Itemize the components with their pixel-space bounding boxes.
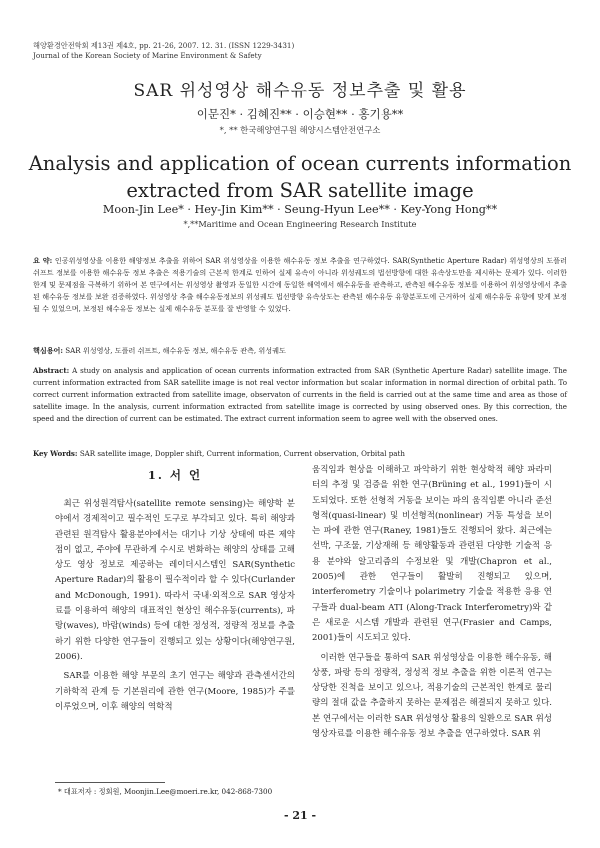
section-title: 1. 서 언 (147, 468, 203, 482)
english-keywords (33, 448, 567, 460)
right-paragraph: 움직임과 현상을 이해하고 파악하기 위한 현상학적 해양 파라미터의 추정 및 검증을 위한 연구(Brüning et al., 1991)들이 시도되었다. 또한 선형적 거동을 보이는 파의 움직임뿐 아니라 준선형적(quasi-linear) 및 비선형적(nonlinear) 거동 특성을 보이는 파에 관한 연구(Raney, 1981)들도 진행되어 왔다. 최근에는 선박, 구조물, 기상재해 등 해양활동과 관련된 다양한 기술적 응용 분야와 알고리즘의 수정보완 및 개발(Chapron et al., 2005)에 관한 연구들이 활발히 진행되고 있으며, interferometry 기술이나 polarimetry 기술을 적용한 응용 연구들과 dual-beam ATI (Along-Track Interferometry)와 같은 새로운 시스템 개발과 관련된 연구(Frasier and Camps, 2001)들이 시도되고 있다. (312, 465, 552, 644)
right-paragraph: 이러한 연구들을 통하여 SAR 위성영상을 이용한 해수유동, 해상풍, 파랑 등의 정량적, 정성적 정보 추출을 위한 이론적 연구는 상당한 진척을 보이고 있으나, 적용기술의 근본적인 한계로 물리량의 절대 값을 추출하지 못하는 문제점은 해결되지 못하고 있다. 본 연구에서는 이러한 SAR 위성영상 활용의 일환으로 SAR 위성영상자료를 이용한 해수유동 정보 추출을 연구하였다. SAR 위 (312, 652, 552, 740)
title-english-line2: extracted from SAR satellite image (126, 179, 474, 202)
title-korean: SAR 위성영상 해수유동 정보추출 및 활용 (133, 81, 467, 101)
korean-abstract (33, 255, 567, 315)
korean-keywords (33, 345, 567, 357)
left-column (55, 497, 295, 719)
english-keywords-text: SAR satellite image, Doppler shift, Current information, Current observation, Orbital path (79, 449, 405, 458)
english-abstract-text: A study on analysis and application of ocean currents information extracted from SAR (Synthetic Aperture Radar) satellite image. The current information extracted from SAR satellite image is not real vector information but scalar information in normal direction of orbital path. To correct current information extracted from satellite image, observaton of currents in the field is carried out at the same time and area as those of satellite image. In the analysis, current information extracted from satellite image is corrected by using observed ones. By this correction, the speed and the direction of current can be estimated. The extract current information seem to agree well with the observed ones. (33, 366, 567, 424)
journal-name-english: Journal of the Korean Society of Marine Environment & Safety (33, 51, 262, 60)
english-abstract (33, 365, 567, 425)
affiliation-korean: *, ** 한국해양연구원 해양시스템안전연구소 (219, 125, 381, 135)
affiliation-english: *,**Maritime and Ocean Engineering Research Institute (183, 219, 417, 229)
title-english (0, 150, 600, 204)
footnote-divider (55, 782, 165, 783)
korean-abstract-text: 인공위성영상을 이용한 해양정보 추출을 위하여 SAR 위성영상을 이용한 해수유동 정보 추출을 연구하였다. SAR(Synthetic Aperture Radar) 위성영상의 도플러 쉬프트 정보를 이용한 해수유동 정보 추출은 적용기술의 근본적 한계로 인하여 실제 유속이 아니라 위성궤도의 법선방향에 대한 유속상도만을 제시하는 문제가 있다. 이러한 한계 및 문제점을 극복하기 위하여 본 연구에서는 위성영상 촬영과 동일한 시간에 동일한 해역에서 해수유동을 관측하고, 관측된 해수유동 정보를 이용하여 위성영상에서 추출된 해수유동 정보를 보완 검증하였다. 위성영상 추출 해수유동정보의 위성궤도 법선방향 유속상도는 관측된 해수유동 유향분포도에 근거하여 실제 해수유동 유향에 맞게 보정될 수 있었으며, 보정된 해수유동 정보는 실제 해수유동 분포를 잘 반영할 수 있었다. (33, 256, 567, 314)
english-abstract-label: Abstract: (33, 366, 70, 375)
journal-header (33, 41, 294, 61)
page-number: - 21 - (283, 809, 317, 822)
english-keywords-label: Key Words: (33, 449, 78, 458)
title-english-line1: Analysis and application of ocean currents information (28, 152, 572, 175)
left-paragraph: 최근 위성원격탐사(satellite remote sensing)는 해양학 분야에서 경제적이고 필수적인 도구로 부각되고 있다. 특히 해양과 관련된 원격탐사 활용분야에서는 대기나 기상 상태에 따른 제약점이 없고, 주야에 무관하게 수시로 변화하는 해양의 상태를 고해상도 영상 정보로 제공하는 레이더시스템인 SAR(Synthetic Aperture Radar)의 활용이 필수적이라 할 수 있다(Curlander and McDonough, 1991). 따라서 국내·외적으로 SAR 영상자료를 이용하여 해양의 대표적인 현상인 해수유동(currents), 파랑(waves), 바람(winds) 등에 대한 정성적, 정량적 정보를 추출하기 위한 다양한 연구들이 진행되고 있는 상황이다(해양연구원, 2006). (55, 499, 295, 662)
right-column (312, 463, 552, 746)
korean-keywords-label: 핵심용어: (33, 346, 64, 355)
journal-citation-korean: 해양환경안전학회 제13권 제4호, pp. 21-26, 2007. 12. 31. (ISSN 1229-3431) (33, 41, 295, 50)
left-paragraph: SAR를 이용한 해양 부문의 초기 연구는 해양과 관측센서간의 기하학적 관계 등 기본원리에 관한 연구(Moore, 1985)가 주를 이루었으며, 이후 해양의 역학적 (55, 671, 295, 712)
authors-english: Moon-Jin Lee* · Hey-Jin Kim** · Seung-Hyun Lee** · Key-Yong Hong** (102, 203, 498, 216)
authors-korean: 이문진* · 김혜진** · 이승현** · 홍기용** (196, 107, 404, 121)
korean-keywords-text: SAR 위성영상, 도플러 쉬프트, 해수유동 정보, 해수유동 관측, 위성궤도 (65, 346, 286, 355)
footnote: * 대표저자 : 정회원, Moonjin.Lee@moeri.re.kr, 042-868-7300 (58, 787, 273, 796)
korean-abstract-label: 요 약: (33, 256, 53, 265)
